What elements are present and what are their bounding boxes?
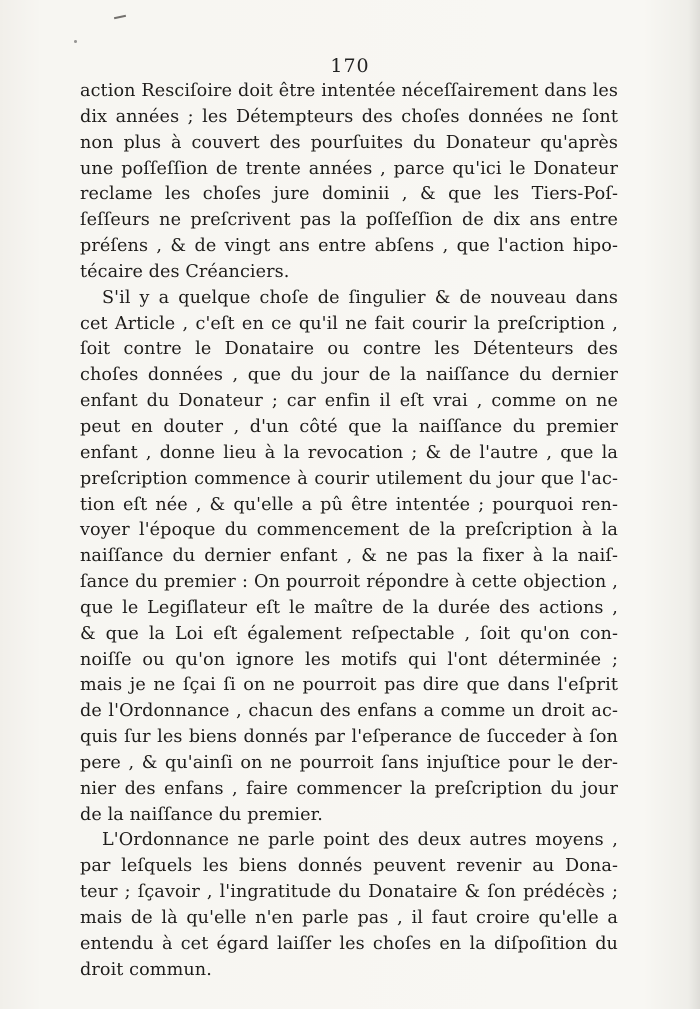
text-line: L'Ordonnance ne parle point des deux autres moyens ,: [102, 830, 618, 851]
text-line: cet Article , c'eſt en ce qu'il ne fait courir la preſcription ,: [80, 313, 618, 334]
text-line: & que la Loi eſt également reſpectable , ſoit qu'on con-: [80, 623, 618, 644]
text-line: pere , & qu'ainſi on ne pourroit ſans injuſtice pour le der-: [80, 752, 618, 773]
text-line: técaire des Créanciers.: [80, 261, 290, 282]
text-line: choſes données , que du jour de la naiſſance du dernier: [80, 365, 618, 386]
text-line: de l'Ordonnance , chacun des enfans a comme un droit ac-: [80, 701, 618, 722]
text-line: entendu à cet égard laiſſer les choſes en la diſpoſition du: [80, 933, 618, 954]
text-line: de la naiſſance du premier.: [80, 804, 323, 825]
text-line: ſance du premier : On pourroit répondre à cette objection ,: [80, 572, 618, 593]
text-line: dix années ; les Détempteurs des choſes données ne ſont: [80, 106, 618, 127]
text-line: naiſſance du dernier enfant , & ne pas la fixer à la naiſ-: [80, 546, 618, 567]
text-line: action Resciſoire doit être intentée néceſſairement dans les: [80, 81, 618, 101]
text-line: S'il y a quelque choſe de ſingulier & de nouveau dans: [102, 287, 618, 308]
text-line: mais de là qu'elle n'en parle pas , il faut croire qu'elle a: [80, 908, 618, 928]
text-line: par leſquels les biens donnés peuvent revenir au Dona-: [80, 856, 618, 877]
page-edge-shadow: [688, 0, 700, 1009]
text-line: peut en douter , d'un côté que la naiſſance du premier: [80, 416, 618, 437]
text-line: quis ſur les biens donnés par l'eſperance de ſucceder à ſon: [80, 727, 618, 748]
text-line: enfant , donne lieu à la revocation ; & de l'autre , que la: [80, 442, 618, 463]
text-line: voyer l'époque du commencement de la preſcription à la: [80, 520, 618, 541]
ink-dot: [74, 40, 77, 43]
text-line: teur ; ſçavoir , l'ingratitude du Donataire & ſon prédécès ;: [80, 882, 618, 903]
page-number: 170: [330, 55, 370, 77]
text-line: une poſſeſſion de trente années , parce qu'ici le Donateur: [80, 158, 618, 179]
text-line: ſeſſeurs ne preſcrivent pas la poſſeſſion de dix ans entre: [80, 210, 618, 231]
text-line: non plus à couvert des pourſuites du Donateur qu'après: [80, 132, 618, 153]
text-line: reclame les choſes jure dominii , & que les Tiers-Poſ-: [80, 184, 618, 205]
text-line: ſoit contre le Donataire ou contre les Détenteurs des: [80, 339, 618, 360]
text-line: preſcription commence à courir utilement du jour que l'ac-: [80, 468, 618, 489]
ink-mark: [114, 15, 126, 19]
text-line: noiſſe ou qu'on ignore les motifs qui l'ont déterminée ;: [80, 649, 618, 670]
text-line: tion eſt née , & qu'elle a pû être intentée ; pourquoi ren-: [80, 494, 618, 515]
text-line: préſens , & de vingt ans entre abſens , que l'action hipo-: [80, 236, 618, 257]
text-line: nier des enfans , faire commencer la preſcription du jour: [80, 778, 618, 799]
body-text: [80, 79, 618, 984]
text-line: enfant du Donateur ; car enfin il eſt vrai , comme on ne: [80, 391, 618, 412]
text-line: mais je ne ſçai ſi on ne pourroit pas dire que dans l'eſprit: [80, 675, 618, 696]
text-line: droit commun.: [80, 959, 212, 980]
text-line: que le Legiſlateur eſt le maître de la durée des actions ,: [80, 597, 618, 618]
